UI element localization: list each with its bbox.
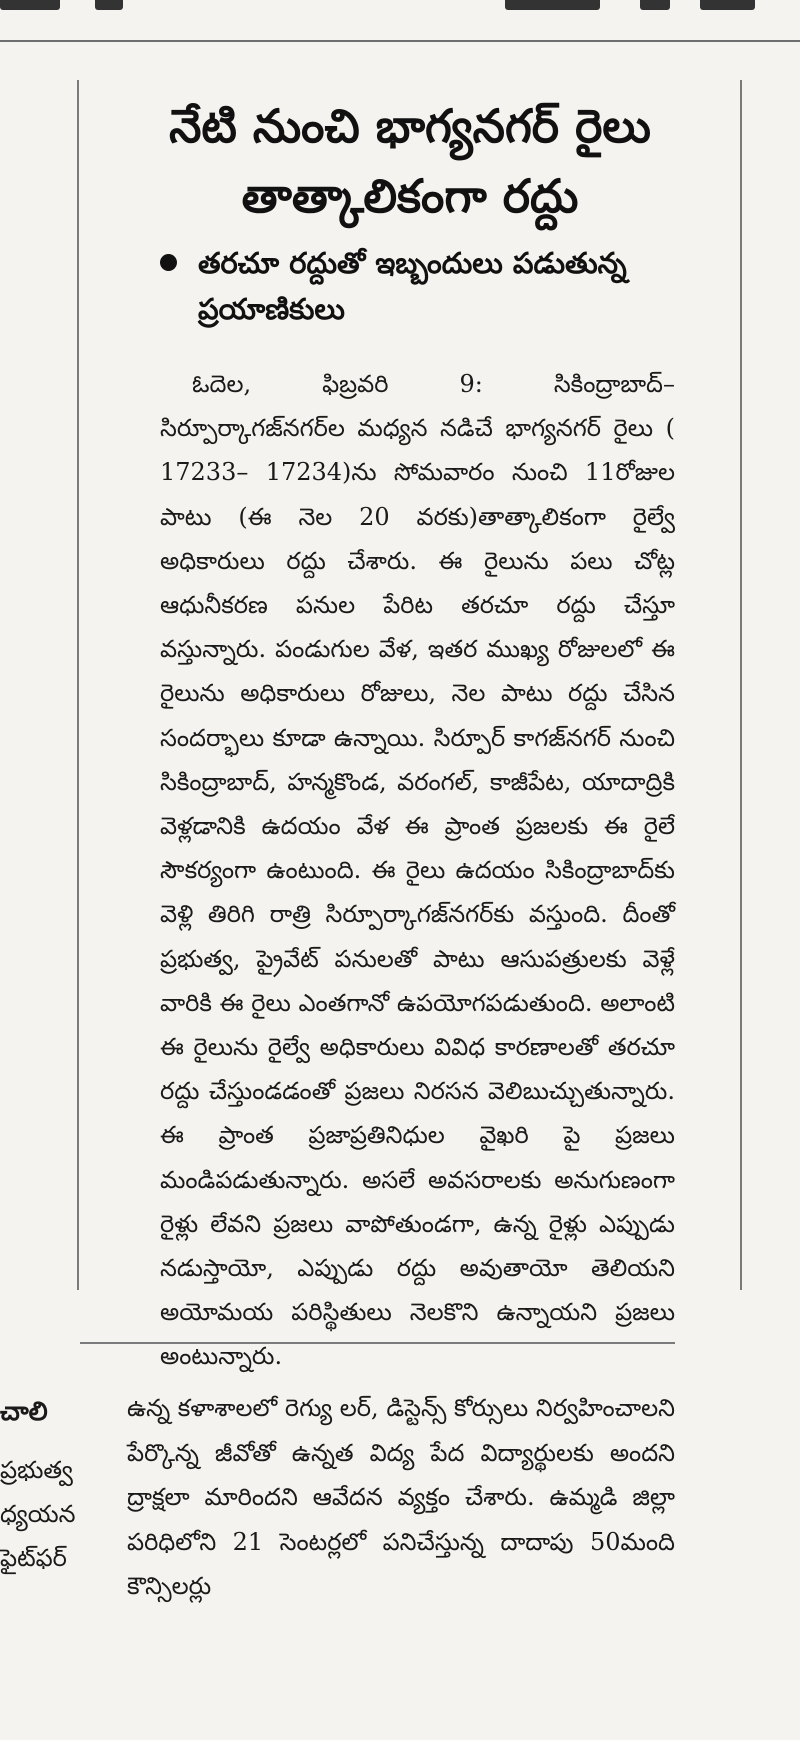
left-fragment-line: ధ్యయన — [0, 1500, 76, 1528]
cropped-text-fragment — [95, 0, 123, 10]
left-fragment-line: ప్రభుత్వ — [0, 1456, 73, 1484]
cropped-text-fragment — [0, 0, 60, 10]
left-fragment-line: ఫైట్‌ఫర్ — [0, 1544, 67, 1572]
top-cropped-strip — [0, 0, 800, 40]
cropped-text-fragment — [640, 0, 670, 10]
page-top-rule — [0, 40, 800, 42]
cropped-text-fragment — [505, 0, 600, 10]
bullet-icon — [160, 254, 177, 271]
left-column-fragment — [0, 1390, 105, 1580]
subheadline — [160, 240, 680, 332]
adjacent-article-body: ఉన్న కళాశాలలో రెగ్యు లర్, డిస్టెన్స్ కోర్సులు నిర్వహించాలని పేర్కొన్న జీవోతో ఉన్నత విద్య పేద విద్యార్థులకు అందని ద్రాక్షలా మారిందని ఆవేదన వ్యక్తం చేశారు. ఉమ్మడి జిల్లా పరిధిలోని 21 సెంటర్లలో పనిచేస్తున్న దాదాపు 50మంది కౌన్సిలర్లు — [127, 1394, 675, 1600]
headline-line-1: నేటి నుంచి భాగ్యనగర్ రైలు — [169, 99, 651, 153]
left-fragment-heading: చాలి — [0, 1397, 48, 1427]
column-rule-right — [740, 80, 742, 1290]
column-rule-left — [77, 80, 79, 1290]
article-body: ఓదెల, ఫిబ్రవరి 9: సికింద్రాబాద్– సిర్పూర్కాగజ్‌నగర్‌ల మధ్యన నడిచే భాగ్యనగర్ రైలు ( 17233– 17234)ను సోమవారం నుంచి 11రోజుల పాటు (ఈ నెల 20 వరకు)తాత్కాలికంగా రైల్వే అధికారులు రద్దు చేశారు. ఈ రైలును పలు చోట్ల ఆధునీకరణ పనుల పేరిట తరచూ రద్దు చేస్తూ వస్తున్నారు. పండుగుల వేళ, ఇతర ముఖ్య రోజులలో ఈ రైలును అధికారులు రోజులు, నెల పాటు రద్దు చేసిన సందర్భాలు కూడా ఉన్నాయి. సిర్పూర్ కాగజ్‌నగర్ నుంచి సికింద్రాబాద్, హన్మకొండ, వరంగల్, కాజీపేట, యాదాద్రికి వెళ్లడానికి ఉదయం వేళ ఈ ప్రాంత ప్రజలకు ఈ రైలే సౌకర్యంగా ఉంటుంది. ఈ రైలు ఉదయం సికింద్రాబాద్‌కు వెళ్లి తిరిగి రాత్రి సిర్పూర్కాగజ్‌నగర్‌కు వస్తుంది. దీంతో ప్రభుత్వ, ప్రైవేట్ పనులతో పాటు ఆసుపత్రులకు వెళ్లే వారికి ఈ రైలు ఎంతగానో ఉపయోగపడుతుంది. అలాంటి ఈ రైలును రైల్వే అధికారులు వివిధ కారణాలతో తరచూ రద్దు చేస్తుండడంతో ప్రజలు నిరసన వెలిబుచ్చుతున్నారు. ఈ ప్రాంత ప్రజాప్రతినిధుల వైఖరి పై ప్రజలు మండిపడుతున్నారు. అసలే అవసరాలకు అనుగుణంగా రైళ్లు లేవని ప్రజలు వాపోతుండగా, ఉన్న రైళ్లు ఎప్పుడు నడుస్తాయో, ఎప్పుడు రద్దు అవుతాయో తెలియని అయోమయ పరిస్థితులు నెలకొని ఉన్నాయని ప్రజలు అంటున్నారు. — [160, 370, 675, 1371]
subheadline-text: తరచూ రద్దుతో ఇబ్బందులు పడుతున్న ప్రయాణికులు — [198, 246, 627, 326]
cropped-text-fragment — [700, 0, 755, 10]
headline-line-2: తాత్కాలికంగా రద్దు — [241, 169, 579, 223]
